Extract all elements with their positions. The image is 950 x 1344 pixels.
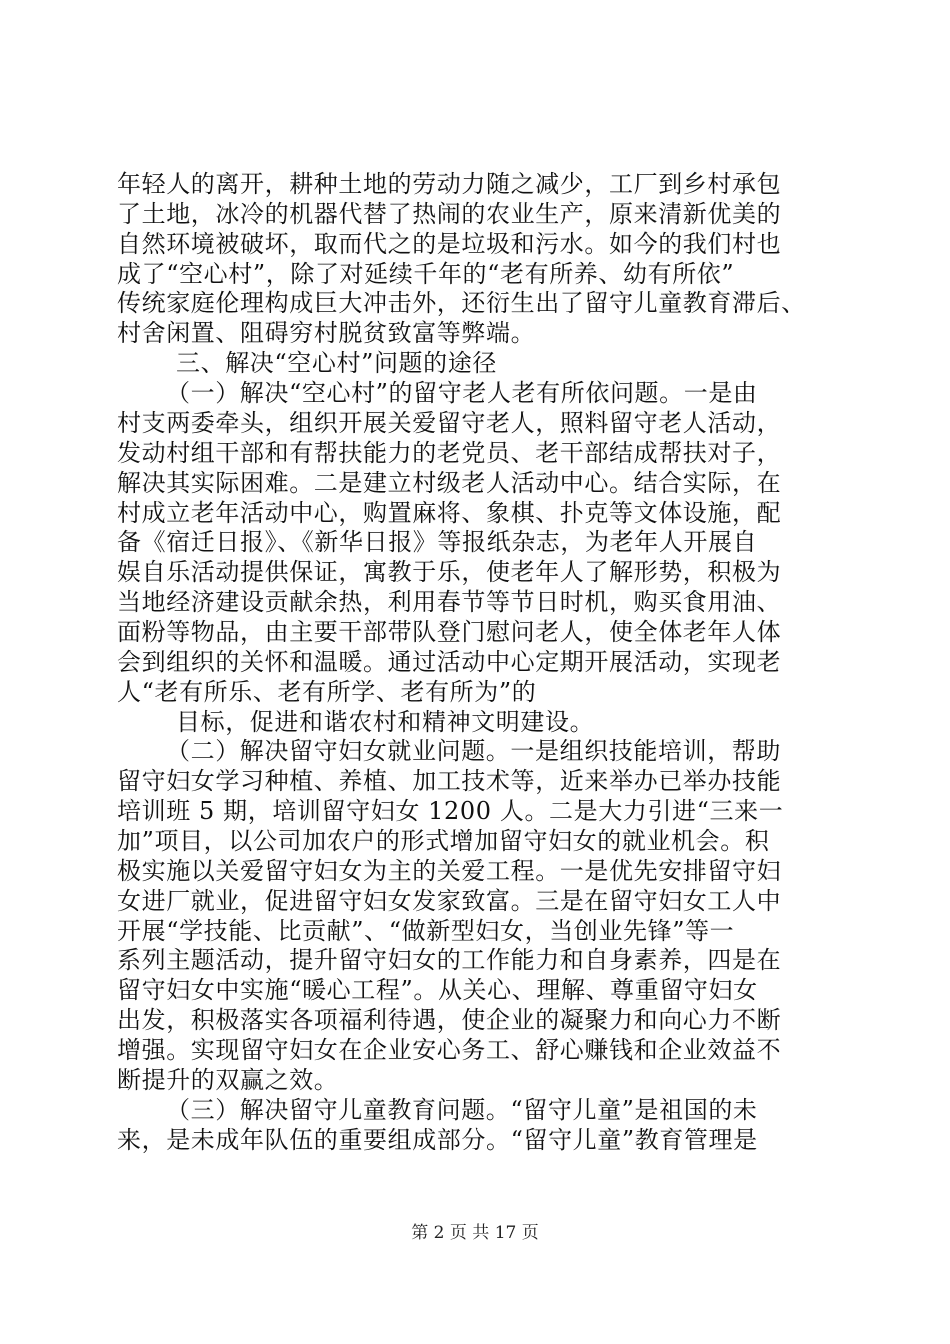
text-line: 年轻人的离开，耕种土地的劳动力随之减少，工厂到乡村承包 xyxy=(117,170,782,198)
text-line: 加”项目，以公司加农户的形式增加留守妇女的就业机会。积 xyxy=(117,827,770,856)
text-line: 极实施以关爱留守妇女为主的关爱工程。一是优先安排留守妇 xyxy=(117,856,782,885)
text-line: 备《宿迁日报》、《新华日报》等报纸杂志，为老年人开展自 xyxy=(117,528,758,557)
text-line: 村舍闲置、阻碍穷村脱贫致富等弊端。 xyxy=(117,319,536,348)
text-line: 解决其实际困难。二是建立村级老人活动中心。结合实际，在 xyxy=(117,468,782,497)
text-line: 村支两委牵头，组织开展关爱留守老人，照料留守老人活动， xyxy=(117,408,782,437)
text-line: 培训班 5 期，培训留守妇女 1200 人。二是大力引进“三来一 xyxy=(117,797,784,826)
text-line: 传统家庭伦理构成巨大冲击外，还衍生出了留守儿童教育滞后、 xyxy=(117,289,806,318)
text-line: 出发，积极落实各项福利待遇，使企业的凝聚力和向心力不断 xyxy=(117,1006,782,1035)
text-line: 成了“空心村”，除了对延续千年的“老有所养、幼有所依” xyxy=(117,259,735,288)
text-line: 人“老有所乐、老有所学、老有所为”的 xyxy=(117,677,537,706)
text-line: 自然环境被破坏，取而代之的是垃圾和污水。如今的我们村也 xyxy=(117,229,782,258)
text-line: 留守妇女学习种植、养植、加工技术等，近来举办已举办技能 xyxy=(117,767,782,796)
text-line: （一）解决“空心村”的留守老人老有所依问题。一是由 xyxy=(166,379,758,408)
text-line: 面粉等物品，由主要干部带队登门慰问老人，使全体老年人体 xyxy=(117,617,782,646)
text-line: 系列主题活动，提升留守妇女的工作能力和自身素养，四是在 xyxy=(117,946,782,975)
text-line: 三、解决“空心村”问题的途径 xyxy=(176,349,497,378)
text-line: 目标，促进和谐农村和精神文明建设。 xyxy=(176,707,595,736)
text-line: 当地经济建设贡献余热，利用春节等节日时机，购买食用油、 xyxy=(117,588,782,617)
text-line: 村成立老年活动中心，购置麻将、象棋、扑克等文体设施，配 xyxy=(117,498,782,527)
text-line: 断提升的双赢之效。 xyxy=(117,1065,339,1094)
page-footer: 第 2 页 共 17 页 xyxy=(411,1223,539,1243)
text-line: 会到组织的关怀和温暖。通过活动中心定期开展活动，实现老 xyxy=(117,647,782,676)
text-line: 来，是未成年队伍的重要组成部分。“留守儿童”教育管理是 xyxy=(117,1125,758,1154)
text-line: 开展“学技能、比贡献”、“做新型妇女，当创业先锋”等一 xyxy=(117,916,735,945)
text-line: （三）解决留守儿童教育问题。“留守儿童”是祖国的未 xyxy=(166,1095,758,1124)
text-line: 发动村组干部和有帮扶能力的老党员、老干部结成帮扶对子， xyxy=(117,438,782,467)
text-line: 留守妇女中实施“暖心工程”。从关心、理解、尊重留守妇女 xyxy=(117,976,758,1005)
text-line: 娱自乐活动提供保证，寓教于乐，使老年人了解形势，积极为 xyxy=(117,558,782,587)
text-line: （二）解决留守妇女就业问题。一是组织技能培训，帮助 xyxy=(166,737,781,766)
text-line: 增强。实现留守妇女在企业安心务工、舒心赚钱和企业效益不 xyxy=(117,1036,782,1065)
text-line: 女进厂就业，促进留守妇女发家致富。三是在留守妇女工人中 xyxy=(117,886,782,915)
text-line: 了土地，冰冷的机器代替了热闹的农业生产，原来清新优美的 xyxy=(117,199,782,228)
